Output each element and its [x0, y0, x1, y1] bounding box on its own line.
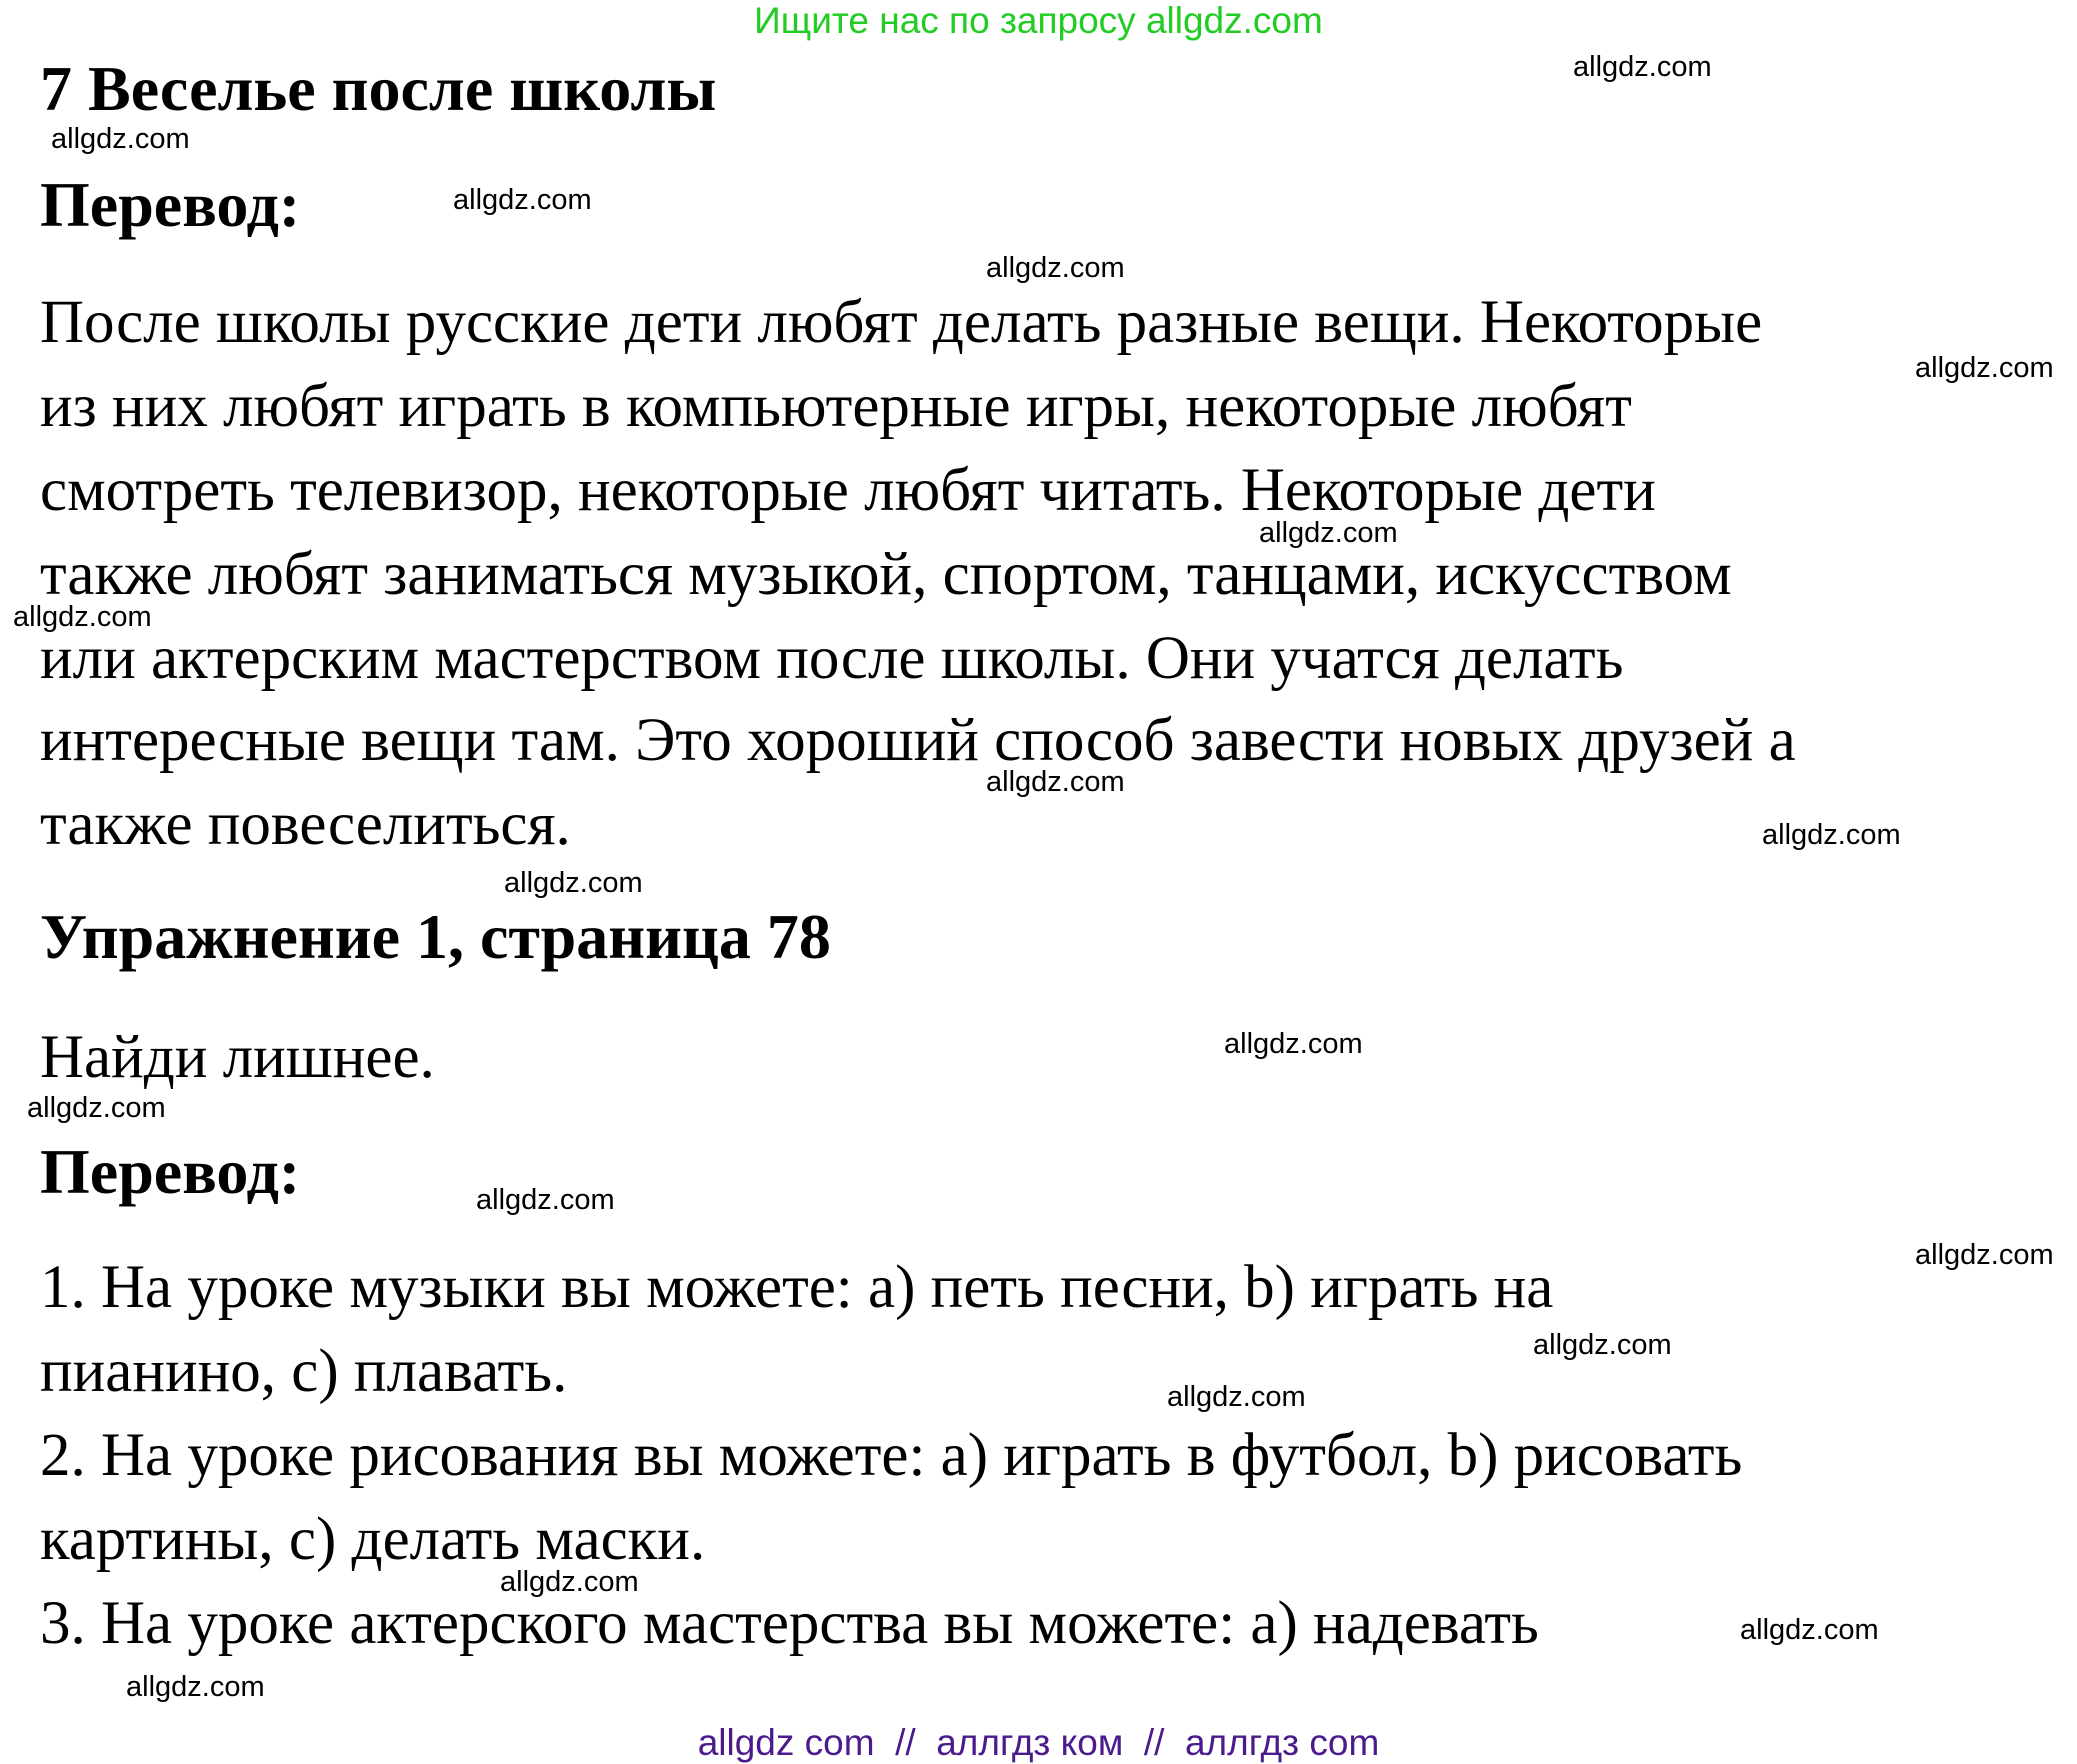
watermark: allgdz.com	[1740, 1614, 1879, 1646]
exercise-heading: Упражнение 1, страница 78	[40, 901, 831, 972]
footer-links: allgdz com // аллгдз ком // аллгдз com	[697, 1722, 1380, 1763]
translation-heading: Перевод:	[40, 169, 301, 240]
watermark: allgdz.com	[1533, 1329, 1672, 1361]
watermark: allgdz.com	[13, 601, 152, 633]
list-line: пианино, c) плавать.	[40, 1338, 568, 1405]
watermark: allgdz.com	[1915, 1239, 2054, 1271]
text-line: смотреть телевизор, некоторые любят читать. Некоторые дети	[40, 457, 1656, 524]
watermark: allgdz.com	[986, 766, 1125, 798]
watermark: allgdz.com	[986, 252, 1125, 284]
watermark: allgdz.com	[1224, 1028, 1363, 1060]
section-title: 7 Веселье после школы	[40, 53, 717, 124]
watermark: allgdz.com	[453, 184, 592, 216]
task-text: Найди лишнее.	[40, 1024, 435, 1091]
watermark: allgdz.com	[1573, 51, 1712, 83]
watermark: allgdz.com	[1915, 352, 2054, 384]
list-line: 3. На уроке актерского мастерства вы можете: a) надевать	[40, 1590, 1539, 1657]
text-line: После школы русские дети любят делать разные вещи. Некоторые	[40, 289, 1763, 356]
text-line: также повеселиться.	[40, 791, 571, 858]
watermark: allgdz.com	[51, 123, 190, 155]
search-banner: Ищите нас по запросу allgdz.com	[754, 0, 1323, 41]
text-line: или актерским мастерством после школы. Они учатся делать	[40, 625, 1624, 692]
watermark: allgdz.com	[504, 867, 643, 899]
watermark: allgdz.com	[1762, 819, 1901, 851]
watermark: allgdz.com	[126, 1671, 265, 1703]
watermark: allgdz.com	[1167, 1381, 1306, 1413]
list-line: 1. На уроке музыки вы можете: a) петь песни, b) играть на	[40, 1254, 1554, 1321]
list-line: картины, c) делать маски.	[40, 1506, 706, 1573]
watermark: allgdz.com	[27, 1092, 166, 1124]
text-line: также любят заниматься музыкой, спортом, танцами, искусством	[40, 541, 1732, 608]
text-line: из них любят играть в компьютерные игры, некоторые любят	[40, 373, 1632, 440]
list-line: 2. На уроке рисования вы можете: a) играть в футбол, b) рисовать	[40, 1422, 1743, 1489]
watermark: allgdz.com	[500, 1566, 639, 1598]
translation-heading-2: Перевод:	[40, 1136, 301, 1207]
watermark: allgdz.com	[1259, 517, 1398, 549]
watermark: allgdz.com	[476, 1184, 615, 1216]
text-line: интересные вещи там. Это хороший способ завести новых друзей а	[40, 707, 1796, 774]
